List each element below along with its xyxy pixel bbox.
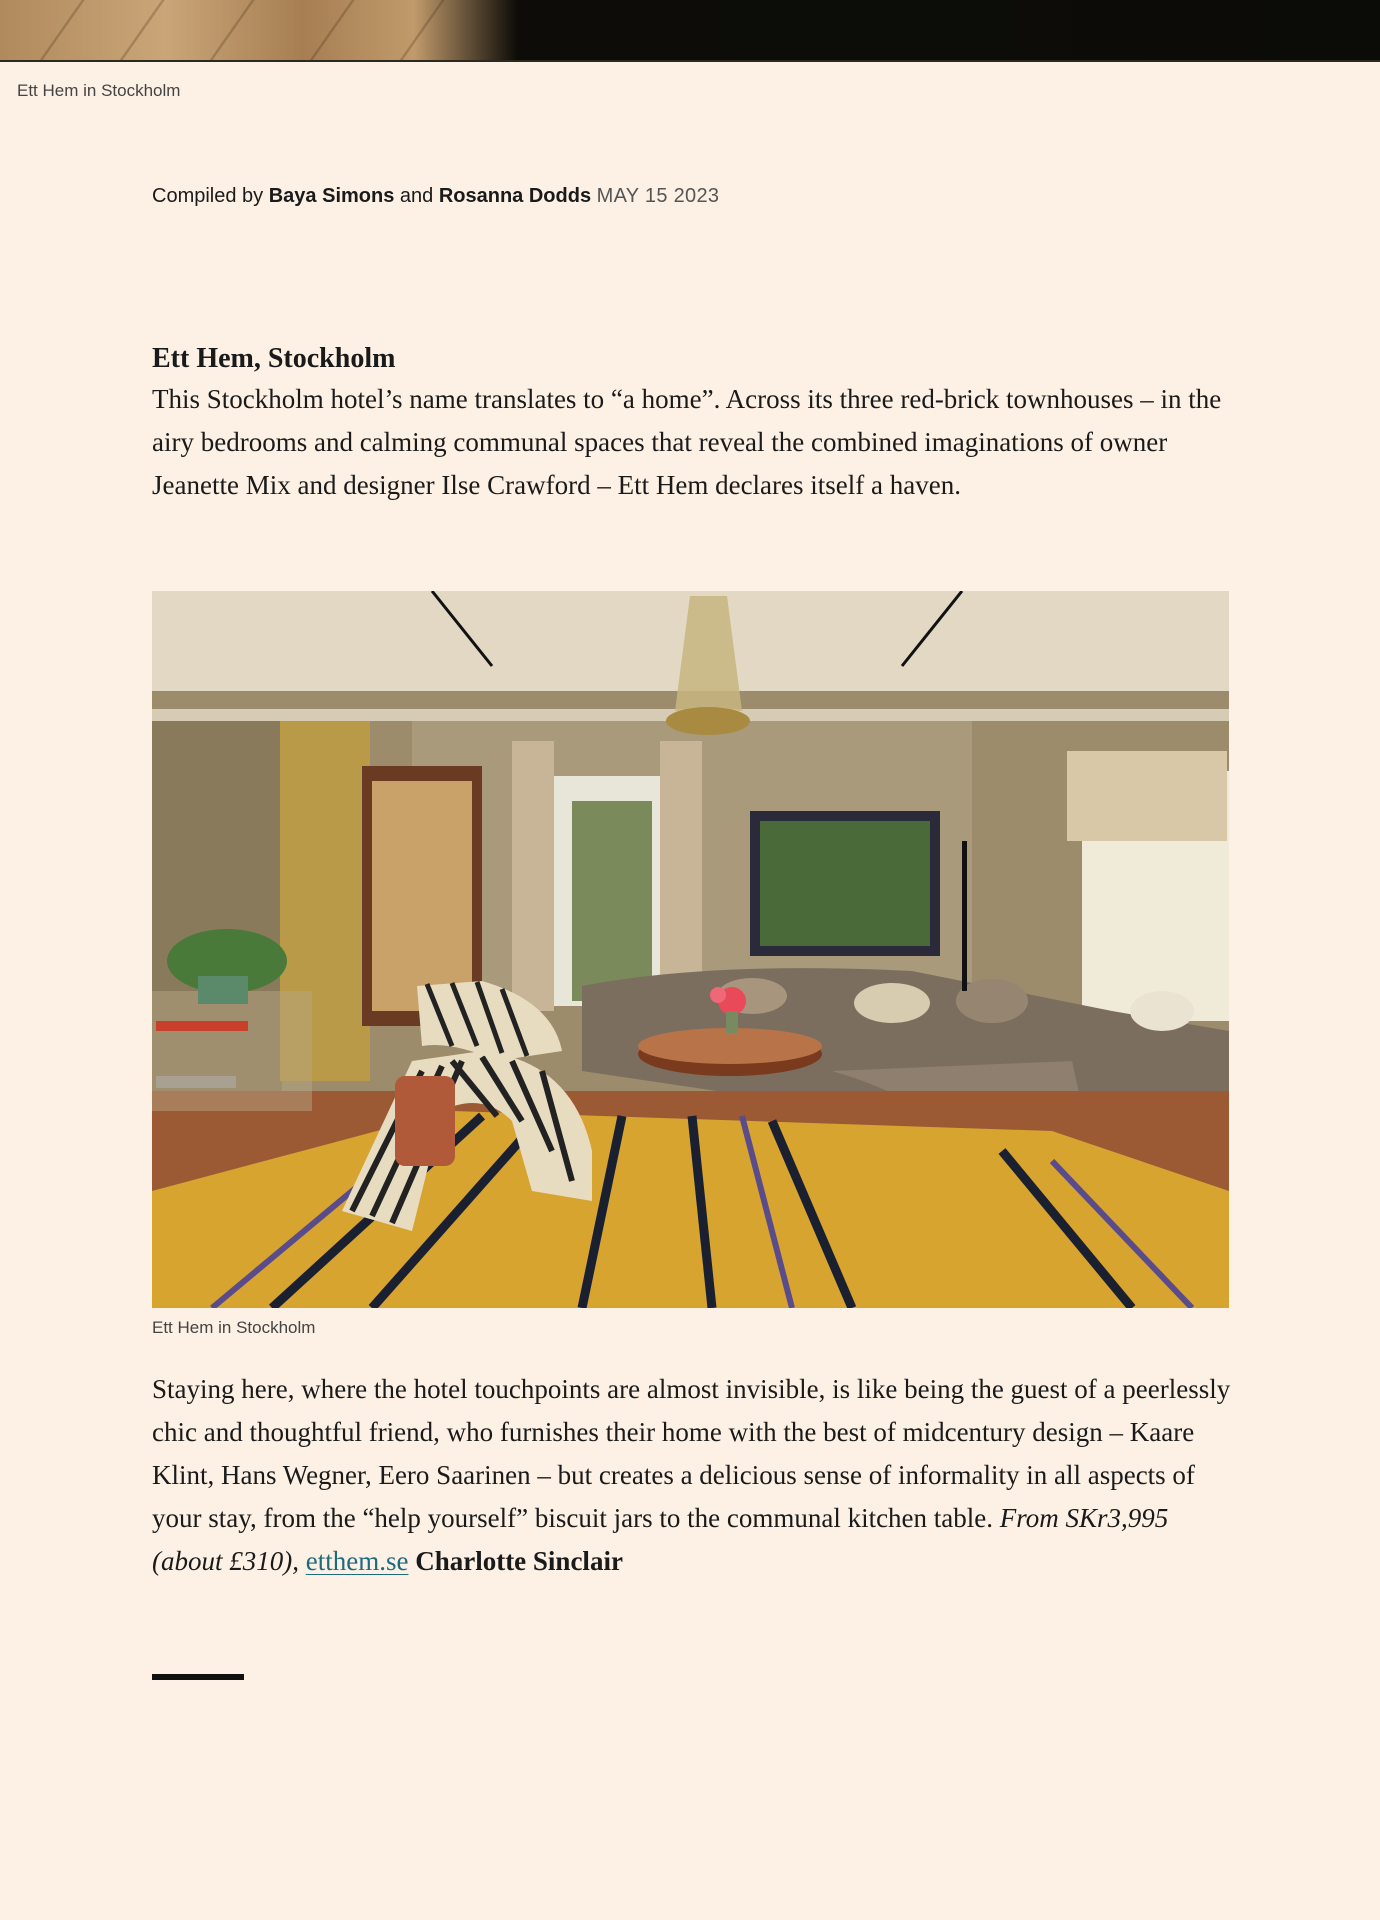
section-divider	[152, 1674, 244, 1680]
section-title: Ett Hem, Stockholm	[152, 343, 396, 374]
article-section	[152, 340, 1232, 507]
section-intro: This Stockholm hotel’s name translates to “a home”. Across its three red-brick townhouses – in the airy bedrooms and calming communal spaces that reveal the combined imaginations of owner Jeanette Mix and designer Ilse Crawford – Ett Hem declares itself a haven.	[152, 384, 1222, 500]
publish-date: MAY 15 2023	[596, 185, 720, 207]
article-body	[152, 1368, 1232, 1583]
floor-plank	[118, 0, 164, 62]
hero-edge	[0, 60, 1380, 62]
body-text: Staying here, where the hotel touchpoints are almost invisible, is like being the guest of a peerlessly chic and thoughtful friend, who furnishes their home with the best of midcentury design – Kaare Klint, Hans Wegner, Eero Saarinen – but creates a delicious sense of informality in all aspects of your stay, from the “help yourself” biscuit jars to the communal kitchen table.	[152, 1374, 1231, 1533]
byline-prefix: Compiled by	[152, 185, 264, 207]
article-author: Charlotte Sinclair	[415, 1546, 623, 1576]
price-info: From SKr3,995 (about £310),	[152, 1503, 1169, 1576]
hero-image	[0, 0, 1380, 62]
byline-conjunction: and	[399, 185, 434, 207]
floor-plank	[208, 0, 254, 62]
hotel-website-link[interactable]: etthem.se	[305, 1546, 409, 1576]
byline	[152, 185, 719, 208]
hotel-lounge-photo	[152, 591, 1229, 1308]
floor-plank	[38, 0, 84, 62]
floor-plank	[398, 0, 444, 62]
photo-caption: Ett Hem in Stockholm	[152, 1318, 316, 1337]
floor-plank	[308, 0, 354, 62]
author-link[interactable]: Baya Simons	[268, 185, 395, 207]
hero-caption: Ett Hem in Stockholm	[17, 81, 181, 100]
author-link[interactable]: Rosanna Dodds	[438, 185, 592, 207]
